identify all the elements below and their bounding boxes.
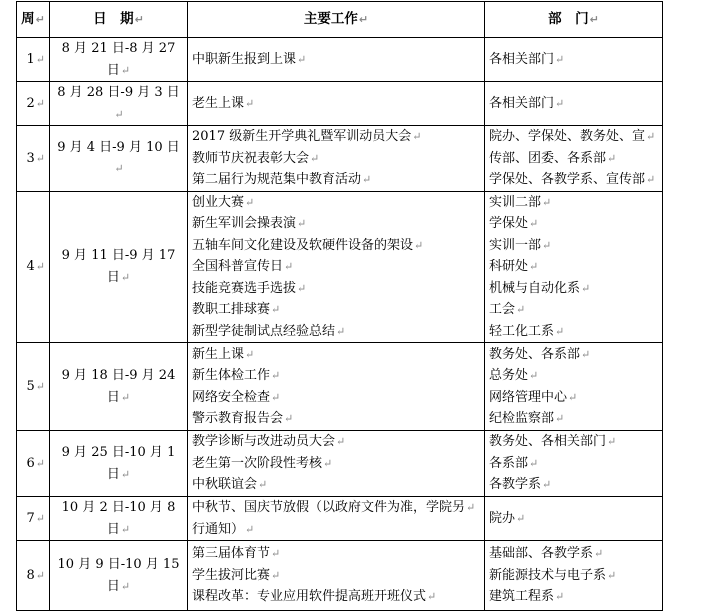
week-number: 4: [26, 259, 35, 274]
paragraph-mark: ↵: [245, 96, 255, 110]
date-range: 9 月 4 日-9 月 10 日: [57, 139, 180, 155]
work-item: 课程改革：专业应用软件提高班开班仪式↵: [192, 589, 437, 605]
work-item: 老生上课↵: [192, 95, 255, 111]
paragraph-mark: ↵: [297, 217, 307, 230]
paragraph-mark: ↵: [607, 435, 617, 449]
date-cell: [50, 541, 188, 611]
paragraph-mark: ↵: [516, 511, 526, 525]
date-range: 8 月 28 日-9 月 3 日: [57, 85, 180, 100]
paragraph-mark: ↵: [35, 511, 45, 525]
date-cell: [50, 497, 188, 541]
week-number: 5: [26, 378, 35, 394]
dept-item: 总务处↵: [489, 368, 539, 383]
week-number: 6: [26, 455, 35, 471]
work-item: 教师节庆祝表彰大会↵: [192, 150, 320, 166]
dept-item: 建筑工程系↵: [489, 589, 565, 605]
paragraph-mark: ↵: [529, 260, 539, 273]
paragraph-mark: ↵: [271, 369, 281, 382]
work-cell: [188, 431, 485, 497]
work-item: 网络安全检查↵: [192, 389, 281, 405]
date-range: 10 月 2 日-10 月 8 日: [61, 500, 176, 537]
dept-item: 轻工化工系↵: [489, 323, 565, 339]
work-cell: [188, 38, 485, 82]
dept-item: 教务处、各相关部门↵: [489, 434, 617, 450]
date-cell: [50, 191, 188, 343]
work-cell: [188, 191, 485, 343]
paragraph-mark: ↵: [120, 270, 131, 284]
week-number: 8: [26, 567, 35, 583]
work-item: 中职新生报到上课↵: [192, 51, 307, 67]
week-cell: [17, 497, 50, 541]
work-item: 行通知）↵: [192, 521, 255, 537]
paragraph-mark: ↵: [516, 303, 526, 316]
paragraph-mark: ↵: [120, 390, 131, 404]
paragraph-mark: ↵: [35, 151, 45, 165]
work-item: 学生拔河比赛↵: [192, 567, 281, 583]
paragraph-mark: ↵: [35, 260, 45, 273]
work-item: 五轴车间文化建设及软硬件设备的架设↵: [192, 237, 424, 253]
work-item: 新生体检工作↵: [192, 368, 281, 383]
paragraph-mark: ↵: [35, 456, 45, 470]
paragraph-mark: ↵: [529, 456, 539, 470]
dept-item: 学保处↵: [489, 216, 539, 231]
paragraph-mark: ↵: [555, 96, 565, 110]
schedule-table: [16, 1, 663, 611]
paragraph-mark: ↵: [271, 390, 281, 404]
work-cell: [188, 497, 485, 541]
paragraph-mark: ↵: [120, 467, 131, 481]
paragraph-mark: ↵: [542, 238, 552, 252]
paragraph-mark: ↵: [323, 456, 333, 470]
dept-item: 机械与自动化系↵: [489, 280, 591, 296]
header-dept: 部 门↵: [485, 2, 663, 38]
paragraph-mark: ↵: [607, 568, 617, 582]
table-row: [17, 431, 663, 497]
paragraph-mark: ↵: [568, 390, 578, 404]
paragraph-mark: ↵: [581, 347, 591, 361]
date-range: 9 月 25 日-10 月 1 日: [61, 445, 176, 482]
paragraph-mark: ↵: [542, 195, 552, 209]
work-item: 新生上课↵: [192, 346, 255, 362]
paragraph-mark: ↵: [114, 107, 124, 121]
paragraph-mark: ↵: [466, 501, 476, 514]
date-cell: [50, 343, 188, 431]
paragraph-mark: ↵: [310, 151, 320, 165]
work-cell: [188, 82, 485, 126]
paragraph-mark: ↵: [555, 412, 565, 425]
paragraph-mark: ↵: [555, 52, 565, 66]
work-item: 2017 级新生开学典礼暨军训动员大会↵: [192, 129, 422, 144]
paragraph-mark: ↵: [607, 151, 617, 165]
dept-cell: [485, 541, 663, 611]
work-item: 技能竞赛选手选拔↵: [192, 280, 307, 296]
dept-item: 基础部、各教学系↵: [489, 546, 604, 562]
work-item: 新型学徒制试点经验总结↵: [192, 323, 346, 339]
work-item: 老生第一次阶段性考核↵: [192, 455, 333, 471]
paragraph-mark: ↵: [245, 522, 255, 536]
table-row: [17, 38, 663, 82]
paragraph-mark: ↵: [271, 568, 281, 582]
paragraph-mark: ↵: [120, 522, 131, 536]
date-range: 10 月 9 日-10 月 15 日: [57, 557, 180, 594]
paragraph-mark: ↵: [529, 217, 539, 230]
dept-item: 各系部↵: [489, 455, 539, 471]
date-cell: [50, 126, 188, 192]
work-item: 创业大赛↵: [192, 194, 255, 210]
paragraph-mark: ↵: [336, 324, 346, 338]
work-cell: [188, 343, 485, 431]
paragraph-mark: ↵: [35, 379, 45, 393]
dept-item: 工会↵: [489, 302, 526, 317]
paragraph-mark: ↵: [297, 281, 307, 295]
dept-item: 传部、团委、各系部↵: [489, 150, 617, 166]
week-cell: [17, 38, 50, 82]
week-cell: [17, 126, 50, 192]
paragraph-mark: ↵: [271, 547, 281, 561]
table-row: [17, 541, 663, 611]
paragraph-mark: ↵: [258, 478, 268, 492]
week-number: 3: [26, 150, 35, 166]
paragraph-mark: ↵: [35, 52, 45, 66]
work-item: 新生军训会操表演↵: [192, 216, 307, 231]
paragraph-mark: ↵: [555, 324, 565, 338]
week-cell: [17, 191, 50, 343]
dept-cell: [485, 191, 663, 343]
work-item: 全国科普宣传日↵: [192, 259, 294, 274]
dept-cell: [485, 38, 663, 82]
paragraph-mark: ↵: [427, 590, 437, 604]
work-item: 警示教育报告会↵: [192, 411, 294, 426]
table-row: [17, 126, 663, 192]
header-week: 周↵: [17, 2, 50, 38]
dept-item: 各教学系↵: [489, 477, 552, 493]
date-range: 9 月 18 日-9 月 24 日: [61, 368, 176, 405]
week-number: 7: [26, 510, 35, 526]
work-item: 中秋联谊会↵: [192, 477, 268, 493]
work-cell: [188, 541, 485, 611]
paragraph-mark: ↵: [245, 347, 255, 361]
work-item: 第三届体育节↵: [192, 546, 281, 562]
dept-item: 实训一部↵: [489, 237, 552, 253]
paragraph-mark: ↵: [297, 52, 307, 66]
week-cell: [17, 431, 50, 497]
paragraph-mark: ↵: [581, 281, 591, 295]
paragraph-mark: ↵: [35, 568, 45, 582]
work-cell: [188, 126, 485, 192]
work-item: 第二届行为规范集中教育活动↵: [192, 172, 372, 187]
date-range: 9 月 11 日-9 月 17 日: [61, 248, 176, 285]
week-number: 1: [26, 51, 35, 67]
date-cell: [50, 82, 188, 126]
dept-cell: [485, 343, 663, 431]
paragraph-mark: ↵: [414, 238, 424, 252]
date-cell: [50, 431, 188, 497]
paragraph-mark: ↵: [245, 195, 255, 209]
paragraph-mark: ↵: [114, 162, 124, 176]
header-work: 主要工作↵: [188, 2, 485, 38]
dept-item: 各相关部门↵: [489, 95, 565, 111]
date-range: 8 月 21 日-8 月 27 日: [61, 41, 176, 78]
dept-item: 教务处、各系部↵: [489, 346, 591, 362]
paragraph-mark: ↵: [120, 579, 131, 593]
dept-item: 纪检监察部↵: [489, 411, 565, 426]
dept-item: 院办↵: [489, 510, 526, 526]
week-number: 2: [26, 95, 35, 111]
dept-item: 新能源技术与电子系↵: [489, 567, 617, 583]
date-cell: [50, 38, 188, 82]
paragraph-mark: ↵: [529, 369, 539, 382]
week-cell: [17, 541, 50, 611]
header-date: 日 期↵: [50, 2, 188, 38]
dept-item: 科研处↵: [489, 259, 539, 274]
week-cell: [17, 82, 50, 126]
paragraph-mark: ↵: [594, 547, 604, 561]
header-row: [17, 2, 663, 38]
table-row: [17, 191, 663, 343]
paragraph-mark: ↵: [284, 260, 294, 273]
schedule-body: [17, 38, 663, 611]
table-row: [17, 82, 663, 126]
dept-cell: [485, 431, 663, 497]
paragraph-mark: ↵: [555, 590, 565, 604]
dept-item: 各相关部门↵: [489, 51, 565, 67]
dept-item: 学保处、各教学系、宣传部↵: [489, 172, 656, 187]
work-item: 教职工排球赛↵: [192, 302, 281, 317]
table-row: [17, 497, 663, 541]
paragraph-mark: ↵: [362, 173, 372, 186]
paragraph-mark: ↵: [412, 130, 422, 143]
paragraph-mark: ↵: [646, 173, 656, 186]
dept-cell: [485, 497, 663, 541]
table-row: [17, 343, 663, 431]
week-cell: [17, 343, 50, 431]
dept-item: 网络管理中心↵: [489, 389, 578, 405]
dept-item: 实训二部↵: [489, 194, 552, 210]
paragraph-mark: ↵: [284, 412, 294, 425]
paragraph-mark: ↵: [271, 303, 281, 316]
paragraph-mark: ↵: [120, 63, 131, 77]
dept-item: 院办、学保处、教务处、宣↵: [489, 129, 656, 144]
paragraph-mark: ↵: [336, 435, 346, 449]
paragraph-mark: ↵: [35, 96, 45, 110]
dept-cell: [485, 126, 663, 192]
work-item: 教学诊断与改进动员大会↵: [192, 434, 346, 450]
paragraph-mark: ↵: [542, 478, 552, 492]
work-item: 中秋节、国庆节放假（以政府文件为准，学院另↵: [192, 500, 476, 515]
paragraph-mark: ↵: [646, 130, 656, 143]
dept-cell: [485, 82, 663, 126]
